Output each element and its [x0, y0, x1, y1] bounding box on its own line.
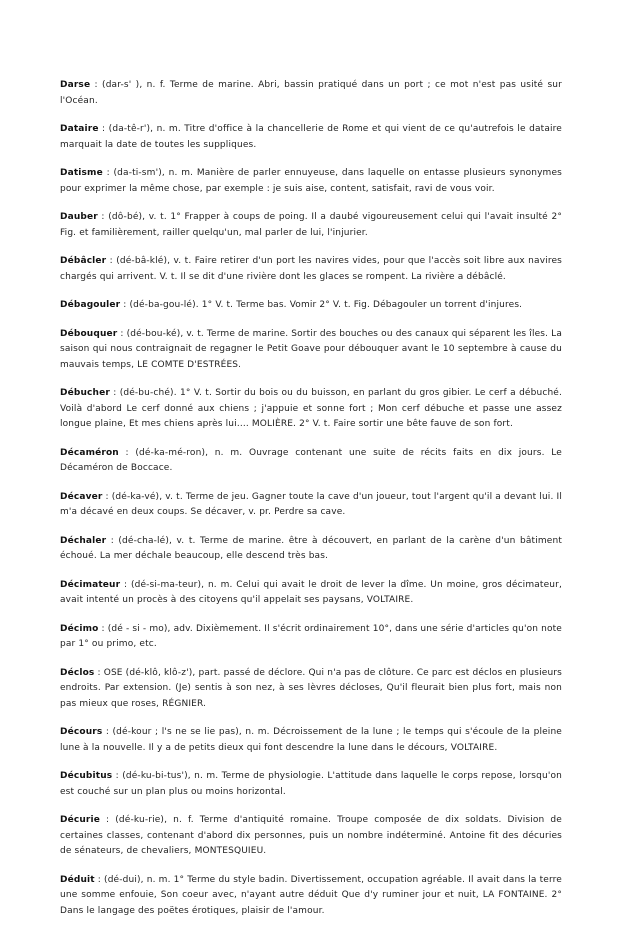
- entry-darse: [60, 78, 562, 109]
- entry-definition: : OSE (dé-klô, klô-z'), part. passé de déclore. Qui n'a pas de clôture. Ce parc est déclos en plusieurs endroits. Par extension. (Je) sentis à son nez, à ses lèvres décloses, Qu'il fleurait bien plus fort, mais non pas mieux que roses, RÉGNIER.: [60, 667, 562, 709]
- entry-datisme: [60, 166, 562, 197]
- entry-term: Déclos: [60, 667, 95, 678]
- entry-deduit: [60, 873, 562, 920]
- entry-decours: [60, 725, 562, 756]
- entry-definition: : (dé-ka-mé-ron), n. m. Ouvrage contenant une suite de récits faits en dix jours. Le Décaméron de Boccace.: [60, 447, 562, 473]
- entry-dauber: [60, 210, 562, 241]
- entry-definition: : (dé-bu-ché). 1° V. t. Sortir du bois ou du buisson, en parlant du gros gibier. Le cerf a débuché. Voilà d'abord Le cerf donné aux chiens ; j'appuie et sonne fort ; Mon cerf débuche et passe une assez longue plaine, Et mes chiens après lui.... MOLIÈRE. 2° V. t. Faire sortir une bête fauve de son fort.: [60, 388, 562, 429]
- entry-term: Débouquer: [60, 328, 118, 339]
- entry-term: Débucher: [60, 388, 110, 398]
- entry-debouquer: [60, 327, 562, 374]
- entry-debucher: [60, 386, 562, 433]
- entry-definition: : (dé-cha-lé), v. t. Terme de marine. être à découvert, en parlant de la carène d'un bâtiment échoué. La mer déchale beaucoup, elle descend très bas.: [60, 535, 562, 561]
- entry-definition: : (dô-bé), v. t. 1° Frapper à coups de poing. Il a daubé vigoureusement celui qui l'avait insulté 2° Fig. et familièrement, railler quelqu'un, mal parler de lui, l'injurier.: [60, 212, 562, 238]
- entry-definition: : (dé-si-ma-teur), n. m. Celui qui avait le droit de lever la dîme. Un moine, gros décimateur, avait intenté un procès à des citoyens qu'il appelait ses paysans, VOLTAIRE.: [60, 579, 562, 605]
- entry-term: Déduit: [60, 874, 95, 885]
- entry-term: Décaver: [60, 491, 103, 502]
- entry-term: Décours: [60, 727, 103, 737]
- entry-dataire: [60, 122, 562, 153]
- entry-term: Décaméron: [60, 447, 119, 458]
- entry-definition: : (dé-dui), n. m. 1° Terme du style badin. Divertissement, occupation agréable. Il avait dans la terre une somme enfouie, Son coeur avec, n'ayant autre déduit Que d'y ruminer jour et nuit, LA FONTAINE. 2° Dans le langage des poëtes érotiques, plaisir de l'amour.: [60, 874, 562, 916]
- entry-decaver: [60, 490, 562, 521]
- entry-decurie: [60, 813, 562, 860]
- dictionary-page: [60, 78, 562, 932]
- entry-term: Datisme: [60, 168, 103, 178]
- entry-definition: : (dé-ku-rie), n. f. Terme d'antiquité romaine. Troupe composée de dix soldats. Division de certaines classes, contenant d'abord dix personnes, puis un nombre indéterminé. Antoine fit des décuries de sénateurs, de chevaliers, MONTESQUIEU.: [60, 815, 562, 856]
- entry-term: Déchaler: [60, 535, 107, 546]
- entry-definition: : (dé-ku-bi-tus'), n. m. Terme de physiologie. L'attitude dans laquelle le corps repose, lorsqu'on est couché sur un plan plus ou moins horizontal.: [60, 771, 562, 797]
- entry-definition: : (dé-ka-vé), v. t. Terme de jeu. Gagner toute la cave d'un joueur, tout l'argent qu'il a devant lui. Il m'a décavé en deux coups. Se décaver, v. pr. Perdre sa cave.: [60, 491, 562, 517]
- entry-definition: : (da-ti-sm'), n. m. Manière de parler ennuyeuse, dans laquelle on entasse plusieurs synonymes pour exprimer la même chose, par exemple : je suis aise, content, satisfait, ravi de vous voir.: [60, 168, 562, 194]
- entry-term: Débagouler: [60, 300, 121, 310]
- entry-definition: : (da-tê-r'), n. m. Titre d'office à la chancellerie de Rome et qui vient de ce qu'autrefois le dataire marquait la date de toutes les suppliques.: [60, 124, 562, 150]
- entry-term: Dataire: [60, 124, 99, 134]
- entry-debacler: [60, 254, 562, 285]
- entry-term: Dauber: [60, 212, 98, 222]
- entry-decimo: [60, 622, 562, 653]
- entry-debagouler: [60, 298, 562, 314]
- entry-definition: : (dé-bâ-klé), v. t. Faire retirer d'un port les navires vides, pour que l'accès soit libre aux navires chargés qui arrivent. V. t. Il se dit d'une rivière dont les glaces se rompent. La rivière a débâclé.: [60, 256, 562, 282]
- entry-term: Décurie: [60, 815, 100, 825]
- entry-term: Débâcler: [60, 256, 107, 266]
- entry-definition: : (dé-ba-gou-lé). 1° V. t. Terme bas. Vomir 2° V. t. Fig. Débagouler un torrent d'injures.: [120, 300, 523, 310]
- entry-dechaler: [60, 534, 562, 565]
- entry-decimateur: [60, 578, 562, 609]
- entry-decameron: [60, 446, 562, 477]
- entry-term: Décimo: [60, 623, 99, 634]
- entry-term: Darse: [60, 80, 91, 90]
- entry-declos: [60, 666, 562, 713]
- entry-definition: : (dar-s' ), n. f. Terme de marine. Abri, bassin pratiqué dans un port ; ce mot n'est pas usité sur l'Océan.: [60, 80, 562, 106]
- entry-term: Décimateur: [60, 579, 121, 590]
- entry-term: Décubitus: [60, 771, 113, 781]
- entry-decubitus: [60, 769, 562, 800]
- entry-definition: : (dé-bou-ké), v. t. Terme de marine. Sortir des bouches ou des canaux qui séparent les îles. La saison qui nous contraignait de regagner le Petit Goave pour débouquer avant le 10 septembre à cause du mauvais temps, LE COMTE D'ESTRÉES.: [60, 328, 562, 370]
- entry-definition: : (dé - si - mo), adv. Dixièmement. Il s'écrit ordinairement 10°, dans une série d'articles qu'on note par 1° ou primo, etc.: [60, 623, 562, 649]
- entry-definition: : (dé-kour ; l's ne se lie pas), n. m. Décroissement de la lune ; le temps qui s'écoule de la pleine lune à la nouvelle. Il y a de petits dieux qui font descendre la lune dans le décours, VOLTAIRE.: [60, 727, 562, 753]
